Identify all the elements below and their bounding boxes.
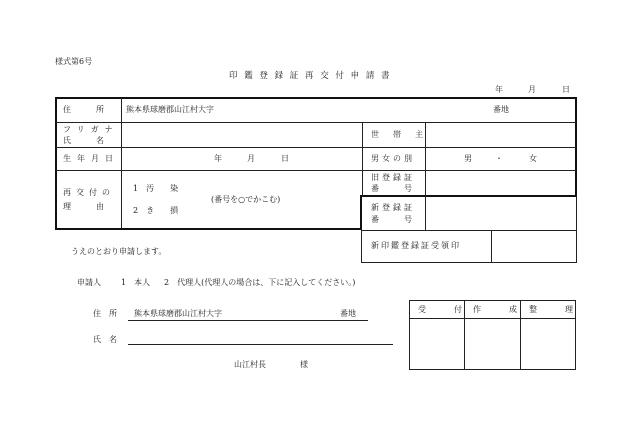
applicant-option-self[interactable]: 1 本人 <box>121 278 151 287</box>
sex-female[interactable]: 女 <box>529 154 537 163</box>
reason-label-line2: 理 由 <box>63 202 107 211</box>
apply-text: うえのとおり申請します。 <box>71 247 167 256</box>
proxy-address-label: 住 所 <box>93 309 117 318</box>
receipt-stamp-field[interactable] <box>493 232 575 261</box>
sex-dot: ・ <box>495 154 503 163</box>
name-label: 氏 名 <box>63 136 107 145</box>
office-col-receipt: 受 付 <box>418 305 466 314</box>
householder-field[interactable] <box>427 124 575 146</box>
furigana-label: フリガナ <box>63 125 119 134</box>
proxy-name-label: 氏 名 <box>93 335 117 344</box>
old-number-label-line2: 番 号 <box>371 184 415 193</box>
applicant-label: 申請人 <box>77 278 101 287</box>
new-number-label-line1: 新登録証 <box>371 203 415 212</box>
proxy-address-suffix: 番地 <box>340 309 356 318</box>
address-label: 住 所 <box>63 105 107 114</box>
date-month: 月 <box>528 85 536 94</box>
address-suffix: 番地 <box>493 105 509 114</box>
birth-day: 日 <box>281 154 289 163</box>
new-number-label-line2: 番 号 <box>371 215 415 224</box>
form-title: 印 鑑 登 録 証 再 交 付 申 請 書 <box>229 71 392 81</box>
address-value[interactable]: 熊本県球磨郡山江村大字 <box>126 105 214 114</box>
old-number-field[interactable] <box>427 172 575 194</box>
honorific: 様 <box>300 360 308 369</box>
new-number-field[interactable] <box>427 198 575 229</box>
proxy-address-value[interactable]: 熊本県球磨郡山江村大字 <box>134 309 222 318</box>
sex-male[interactable]: 男 <box>464 154 472 163</box>
householder-label: 世 帯 主 <box>371 130 426 139</box>
circle-note: (番号を○でかこむ) <box>211 195 281 204</box>
birth-month: 月 <box>247 154 255 163</box>
old-number-label-line1: 旧登録証 <box>371 173 415 182</box>
office-cell-create[interactable] <box>466 320 519 368</box>
mayor-label: 山江村長 <box>234 360 266 369</box>
office-cell-receipt[interactable] <box>411 320 463 368</box>
birth-year: 年 <box>214 154 222 163</box>
receipt-stamp-label: 新印鑑登録証受領印 <box>371 241 461 250</box>
proxy-address-underline <box>128 320 368 321</box>
birth-label: 生年月日 <box>63 154 119 163</box>
name-field[interactable] <box>123 124 360 146</box>
date-year: 年 <box>495 85 503 94</box>
reason-option-2[interactable]: 2 き 損 <box>133 206 179 215</box>
applicant-option-proxy[interactable]: 2 代理人(代理人の場合は、下に記入してください。) <box>164 278 356 287</box>
form-number: 様式第6号 <box>55 57 93 66</box>
office-col-organize: 整 理 <box>529 305 577 314</box>
office-cell-organize[interactable] <box>522 320 574 368</box>
sex-label: 男女の別 <box>371 154 415 163</box>
office-col-create: 作 成 <box>473 305 521 314</box>
date-day: 日 <box>562 85 570 94</box>
proxy-name-underline[interactable] <box>128 344 393 345</box>
reason-label-line1: 再交付の <box>63 188 115 197</box>
reason-option-1[interactable]: 1 汚 染 <box>133 184 179 193</box>
